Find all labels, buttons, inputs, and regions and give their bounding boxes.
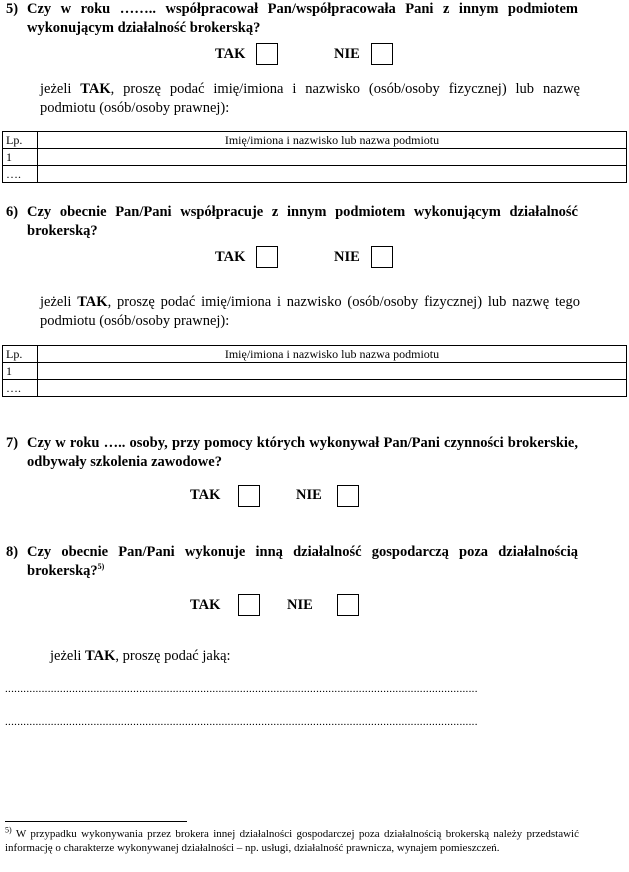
table-row	[3, 166, 627, 183]
question-text: Czy obecnie Pan/Pani współpracuje z innym podmiotem wykonującym działalność brokerską?	[27, 204, 578, 239]
question-number: 5)	[6, 1, 19, 17]
row-name-cell[interactable]	[38, 380, 627, 397]
q8-nie-label: NIE	[287, 597, 313, 613]
row-lp: 1	[3, 363, 38, 380]
q7-tak-label: TAK	[190, 487, 221, 503]
row-lp: 1	[3, 149, 38, 166]
q7-tak-checkbox[interactable]	[238, 485, 260, 507]
q8-nie-checkbox[interactable]	[337, 594, 359, 616]
table-header-row	[3, 132, 627, 149]
q5-tak-checkbox[interactable]	[256, 43, 278, 65]
footnote	[5, 827, 579, 855]
q8-tak-label: TAK	[190, 597, 221, 613]
q5-tak-label: TAK	[215, 46, 246, 62]
table-row	[3, 149, 627, 166]
table-row	[3, 363, 627, 380]
question-6	[6, 203, 578, 241]
footnote-text: W przypadku wykonywania przez brokera innej działalności gospodarczej poza działalnością brokerską należy przedstawić informację o charakterze wykonywanej działalności – np. usługi, działalność prawnicza, wynajem pomieszczeń.	[5, 828, 579, 854]
q5-nie-checkbox[interactable]	[371, 43, 393, 65]
q6-nie-label: NIE	[334, 249, 360, 265]
table-header-row	[3, 346, 627, 363]
q6-instruction: jeżeli TAK, proszę podać imię/imiona i nazwisko (osób/osoby fizycznej) lub nazwę tego podmiotu (osób/osoby prawnej):	[40, 294, 580, 329]
question-text: Czy obecnie Pan/Pani wykonuje inną działalność gospodarczą poza działalnością brokerską?$^{5)}$	[27, 544, 578, 579]
footnote-separator	[5, 821, 187, 822]
q7-nie-label: NIE	[296, 487, 322, 503]
answer-dotted-line[interactable]: ...........................................................................................................................................................	[5, 683, 478, 695]
q6-tak-label: TAK	[215, 249, 246, 265]
table-row	[3, 380, 627, 397]
lp-header: Lp.	[3, 132, 38, 149]
footnote-ref: 5)	[97, 562, 105, 572]
answer-dotted-line[interactable]: ...........................................................................................................................................................	[5, 716, 478, 728]
name-header: Imię/imiona i nazwisko lub nazwa podmiotu	[38, 346, 627, 363]
q6-nie-checkbox[interactable]	[371, 246, 393, 268]
row-name-cell[interactable]	[38, 363, 627, 380]
question-number: 8)	[6, 544, 19, 560]
name-header: Imię/imiona i nazwisko lub nazwa podmiotu	[38, 132, 627, 149]
row-lp: ….	[3, 166, 38, 183]
q6-tak-checkbox[interactable]	[256, 246, 278, 268]
q5-instruction: jeżeli TAK, proszę podać imię/imiona i nazwisko (osób/osoby fizycznej) lub nazwę podmiotu (osób/osoby prawnej):	[40, 81, 580, 116]
q6-table	[2, 345, 627, 397]
question-text: Czy w roku ….. osoby, przy pomocy których wykonywał Pan/Pani czynności brokerskie, odbywały szkolenia zawodowe?	[27, 435, 578, 470]
question-5	[6, 0, 578, 38]
q5-nie-label: NIE	[334, 46, 360, 62]
row-name-cell[interactable]	[38, 166, 627, 183]
question-number: 6)	[6, 204, 19, 220]
row-lp: ….	[3, 380, 38, 397]
question-text: Czy w roku …….. współpracował Pan/współpracowała Pani z innym podmiotem wykonującym działalność brokerską?	[27, 1, 578, 36]
q7-nie-checkbox[interactable]	[337, 485, 359, 507]
q8-tak-checkbox[interactable]	[238, 594, 260, 616]
footnote-marker: 5)	[5, 825, 12, 835]
q8-instruction: jeżeli TAK, proszę podać jaką:	[50, 648, 231, 664]
question-8	[6, 543, 578, 581]
q5-table	[2, 131, 627, 183]
question-7	[6, 434, 578, 472]
lp-header: Lp.	[3, 346, 38, 363]
question-number: 7)	[6, 435, 19, 451]
row-name-cell[interactable]	[38, 149, 627, 166]
